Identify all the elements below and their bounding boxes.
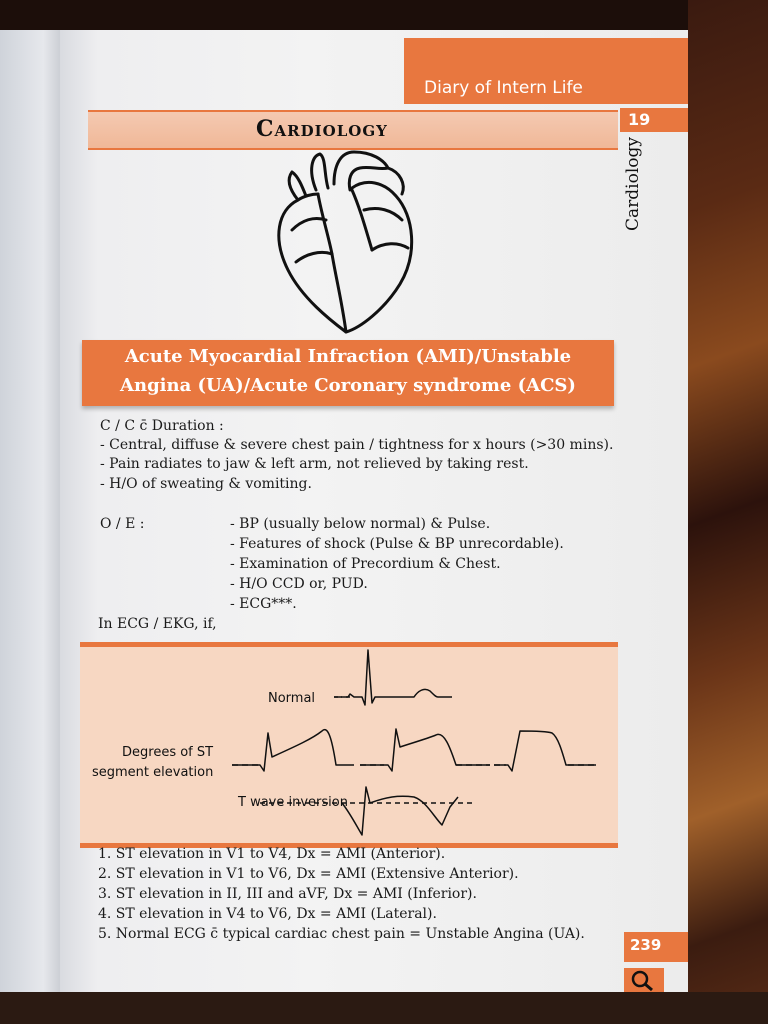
normal-label: Normal [268,691,316,706]
st-label-line2: segment elevation [92,765,214,780]
normal-ecg-trace [334,650,452,705]
finding-item: 1. ST elevation in V1 to V4, Dx = AMI (Anterior). [98,846,446,862]
side-tab [622,134,652,240]
st-elevation-trace-1 [232,730,354,771]
cc-item: - Central, diffuse & severe chest pain / tightness for x hours (>30 mins). [100,437,614,453]
oe-item: - Features of shock (Pulse & BP unrecordable). [230,536,564,552]
chapter-title-band [88,110,618,150]
cc-heading: C / C c̄ Duration : [100,418,224,434]
cc-item: - H/O of sweating & vomiting. [100,476,312,492]
oe-item: - ECG***. [230,596,297,612]
search-icon-tab [624,968,664,992]
finding-item: 3. ST elevation in II, III and aVF, Dx = AMI (Inferior). [98,886,477,902]
chapter-title: Cardiology [256,116,388,142]
book-title: Diary of Intern Life [424,78,583,98]
left-page-edge [0,30,62,992]
st-label-line1: Degrees of ST [122,745,214,760]
finding-item: 4. ST elevation in V4 to V6, Dx = AMI (Lateral). [98,906,437,922]
oe-item: - BP (usually below normal) & Pulse. [230,516,491,532]
finding-item: 2. ST elevation in V1 to V6, Dx = AMI (Extensive Anterior). [98,866,519,882]
t-wave-label: T wave inversion [238,795,348,810]
chapter-number: 19 [628,110,651,129]
oe-label: O / E : [100,516,145,532]
oe-item: - H/O CCD or, PUD. [230,576,368,592]
finding-item: 5. Normal ECG c̄ typical cardiac chest pain = Unstable Angina (UA). [98,926,585,942]
ecg-figure [80,642,618,848]
section-title-line1: Acute Myocardial Infraction (AMI)/Unstable [124,346,572,367]
chapter-number-tab [620,108,688,132]
header-bar [404,38,688,104]
search-icon [624,968,664,992]
background-carpet [688,0,768,1024]
page-number-tab [624,932,688,962]
cc-item: - Pain radiates to jaw & left arm, not relieved by taking rest. [100,456,529,472]
section-title-box [82,340,614,406]
heart-icon [268,150,428,335]
ecg-intro: In ECG / EKG, if, [98,616,217,632]
page-number: 239 [630,936,662,954]
t-wave-inversion-trace [342,787,458,835]
section-title-line2: Angina (UA)/Acute Coronary syndrome (ACS) [120,375,576,396]
ecg-traces [80,647,618,843]
oe-item: - Examination of Precordium & Chest. [230,556,501,572]
side-tab-label: Cardiology [622,137,643,231]
background-bottom [0,992,768,1024]
